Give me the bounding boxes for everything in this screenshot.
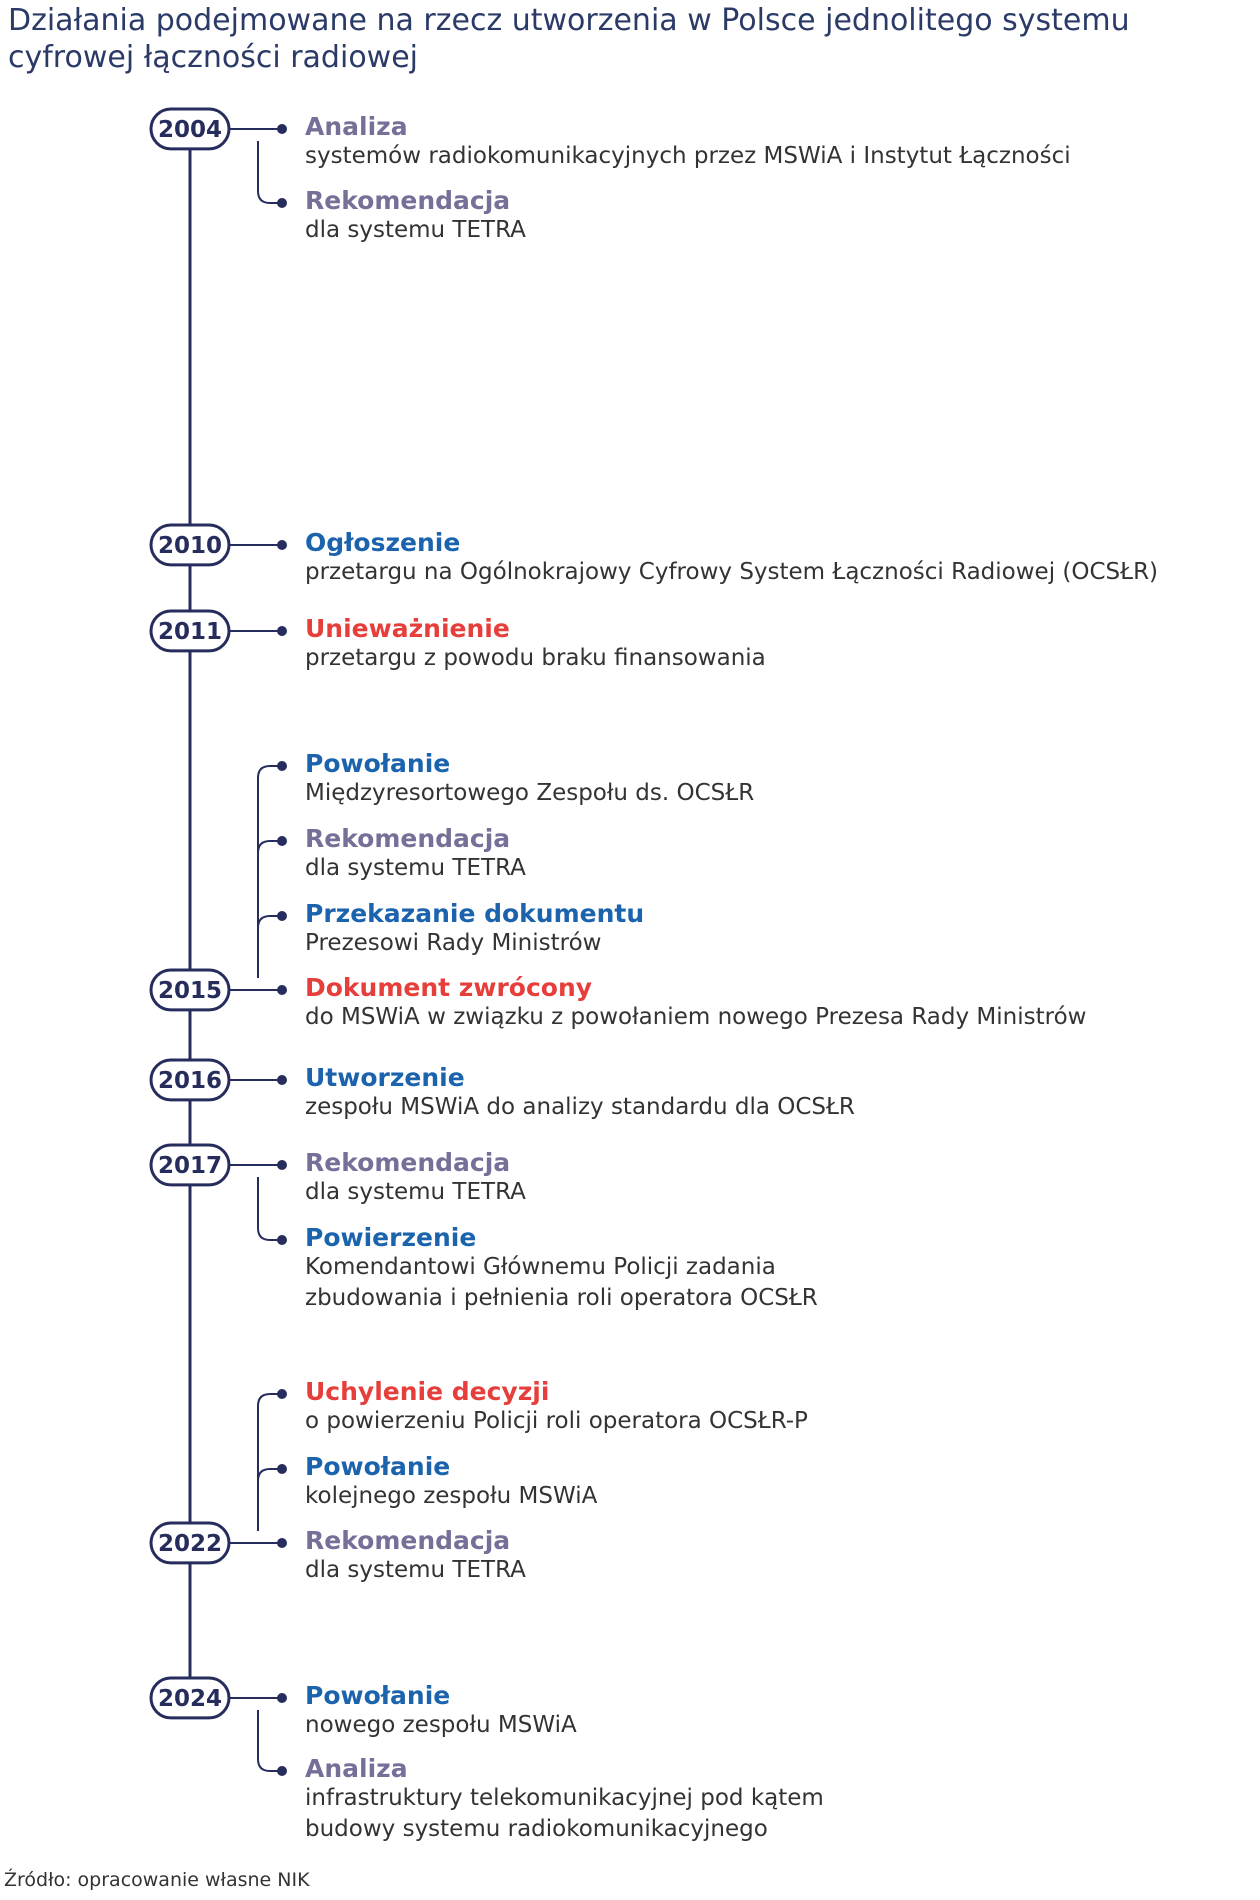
- event-heading: Rekomendacja: [305, 1148, 511, 1177]
- event-heading: Rekomendacja: [305, 824, 511, 853]
- event-description: dla systemu TETRA: [305, 1557, 526, 1583]
- connector-group: [229, 1389, 287, 1548]
- connector-group: [229, 1075, 287, 1085]
- event-dot: [277, 1464, 287, 1474]
- event-description: Komendantowi Głównemu Policji zadania zbudowania i pełnienia roli operatora OCSŁR: [305, 1254, 818, 1311]
- event-dot: [277, 1389, 287, 1399]
- year-marker: [151, 1060, 229, 1100]
- year-label: 2004: [157, 117, 223, 143]
- year-marker: [151, 1145, 229, 1185]
- event-heading: Unieważnienie: [305, 614, 510, 643]
- event-dot: [277, 626, 287, 636]
- event-heading: Powołanie: [305, 1681, 451, 1710]
- event-description: Prezesowi Rady Ministrów: [305, 930, 602, 956]
- year-marker: [151, 970, 229, 1010]
- event-description: systemów radiokomunikacyjnych przez MSWiA i Instytut Łączności: [305, 143, 1071, 169]
- event-heading: Rekomendacja: [305, 1526, 511, 1555]
- event-dot: [277, 761, 287, 771]
- event-heading: Analiza: [305, 1754, 408, 1783]
- event-heading: Analiza: [305, 112, 408, 141]
- year-marker: [151, 525, 229, 565]
- connector-group: [229, 626, 287, 636]
- year-label: 2015: [157, 978, 223, 1004]
- connector-group: [229, 1693, 287, 1776]
- event-heading: Uchylenie decyzji: [305, 1377, 550, 1406]
- year-marker: [151, 1678, 229, 1718]
- year-label: 2010: [157, 533, 223, 559]
- year-marker: [151, 1523, 229, 1563]
- event-description: nowego zespołu MSWiA: [305, 1712, 577, 1738]
- event-heading: Powierzenie: [305, 1223, 477, 1252]
- year-marker: [151, 109, 229, 149]
- connector-group: [229, 761, 287, 995]
- event-description: dla systemu TETRA: [305, 1179, 526, 1205]
- connector-group: [229, 1160, 287, 1245]
- year-label: 2011: [157, 619, 223, 645]
- event-dot: [277, 1160, 287, 1170]
- event-dot: [277, 1235, 287, 1245]
- event-dot: [277, 1766, 287, 1776]
- event-description: do MSWiA w związku z powołaniem nowego Prezesa Rady Ministrów: [305, 1004, 1087, 1030]
- page-title: Działania podejmowane na rzecz utworzenia w Polsce jednolitego systemu cyfrowej łączności radiowej: [8, 3, 1130, 75]
- event-heading: Rekomendacja: [305, 186, 511, 215]
- event-description: o powierzeniu Policji roli operatora OCSŁR-P: [305, 1408, 808, 1434]
- event-description: zespołu MSWiA do analizy standardu dla OCSŁR: [305, 1094, 855, 1120]
- event-dot: [277, 836, 287, 846]
- connector-group: [229, 540, 287, 550]
- event-dot: [277, 198, 287, 208]
- event-heading: Przekazanie dokumentu: [305, 899, 645, 928]
- year-label: 2017: [157, 1153, 223, 1179]
- year-label: 2016: [157, 1068, 223, 1094]
- event-description: Międzyresortowego Zespołu ds. OCSŁR: [305, 780, 755, 806]
- event-dot: [277, 540, 287, 550]
- event-dot: [277, 1075, 287, 1085]
- event-description: przetargu z powodu braku finansowania: [305, 645, 766, 671]
- event-description: dla systemu TETRA: [305, 217, 526, 243]
- source-note: Źródło: opracowanie własne NIK: [4, 1869, 310, 1891]
- event-heading: Powołanie: [305, 1452, 451, 1481]
- event-heading: Ogłoszenie: [305, 528, 461, 557]
- year-marker: [151, 611, 229, 651]
- event-description: kolejnego zespołu MSWiA: [305, 1483, 598, 1509]
- event-heading: Powołanie: [305, 749, 451, 778]
- event-heading: Utworzenie: [305, 1063, 465, 1092]
- event-dot: [277, 124, 287, 134]
- year-label: 2024: [157, 1686, 223, 1712]
- year-label: 2022: [157, 1531, 223, 1557]
- event-dot: [277, 1693, 287, 1703]
- event-dot: [277, 1538, 287, 1548]
- event-heading: Dokument zwrócony: [305, 973, 593, 1002]
- event-description: infrastruktury telekomunikacyjnej pod kątem budowy systemu radiokomunikacyjnego: [305, 1785, 824, 1842]
- connector-group: [229, 124, 287, 208]
- event-description: dla systemu TETRA: [305, 855, 526, 881]
- event-dot: [277, 911, 287, 921]
- event-description: przetargu na Ogólnokrajowy Cyfrowy System Łączności Radiowej (OCSŁR): [305, 559, 1159, 585]
- event-dot: [277, 985, 287, 995]
